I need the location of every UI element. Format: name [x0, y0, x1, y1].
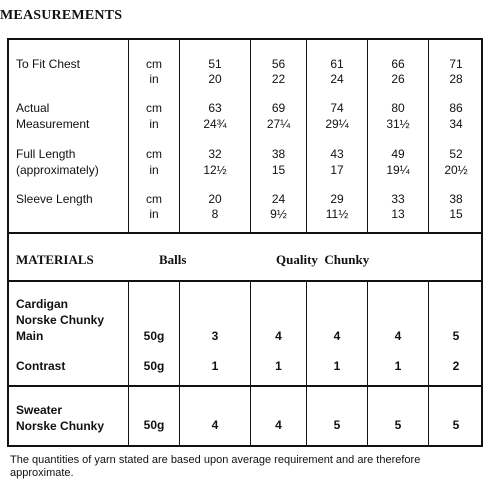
value: 69 [271, 101, 286, 115]
value: 74 [330, 101, 344, 115]
ball-count: 4 [211, 418, 219, 432]
value: 51 [208, 57, 222, 71]
ball-count: 2 [452, 359, 460, 373]
ball-count: 4 [275, 329, 282, 343]
value: 43 [330, 147, 344, 161]
value: 38 [449, 192, 463, 206]
ball-count: 4 [394, 329, 402, 343]
value: 26 [391, 72, 405, 86]
section-divider [9, 232, 481, 234]
value: 32 [208, 147, 222, 161]
value: 29¼ [325, 117, 349, 131]
ball-count: 1 [211, 359, 219, 373]
value: 80 [391, 101, 405, 115]
value: 20½ [444, 163, 468, 177]
cardigan-label: Cardigan Norske Chunky Main [16, 297, 105, 343]
sweater-divider [9, 385, 481, 387]
value: 52 [449, 147, 463, 161]
unit-cm: cm [146, 57, 162, 71]
balls-heading: Balls [159, 252, 187, 267]
ball-count: 5 [333, 418, 341, 432]
ball-count: 4 [333, 329, 341, 343]
value: 17 [330, 163, 344, 177]
value: 86 [449, 101, 463, 115]
value: 31½ [386, 117, 410, 131]
value: 34 [449, 117, 463, 131]
ball-count: 1 [333, 359, 341, 373]
value: 11½ [325, 207, 349, 221]
value: 49 [391, 147, 405, 161]
unit-cm: cm [146, 101, 162, 115]
materials-heading: MATERIALS [16, 252, 94, 267]
row-label-actual: Actual Measurement [16, 101, 90, 131]
unit-in: in [149, 72, 159, 86]
value: 12½ [203, 163, 227, 177]
value: 29 [330, 192, 344, 206]
quality-heading: Quality Chunky [276, 252, 370, 267]
unit-cm: cm [146, 192, 162, 206]
value: 38 [271, 147, 286, 161]
row-label-sleeve: Sleeve Length [16, 192, 93, 206]
value: 20 [208, 72, 222, 86]
value: 15 [449, 207, 463, 221]
ball-count: 3 [211, 329, 219, 343]
unit-in: in [149, 207, 159, 221]
sweater-label: Sweater Norske Chunky [16, 403, 105, 433]
page-title: MEASUREMENTS [0, 8, 123, 23]
value: 71 [449, 57, 463, 71]
value: 28 [449, 72, 463, 86]
unit-in: in [149, 117, 159, 131]
contrast-label: Contrast [16, 359, 66, 373]
footnote: The quantities of yarn stated are based upon average requirement and are therefore approximate. [10, 454, 421, 479]
value: 66 [391, 57, 405, 71]
value: 9½ [270, 207, 287, 221]
ball-count: 4 [275, 418, 282, 432]
unit-cm: cm [146, 147, 162, 161]
sweater-weight: 50g [143, 418, 165, 432]
value: 20 [208, 192, 222, 206]
value: 63 [208, 101, 222, 115]
value: 61 [330, 57, 344, 71]
value: 24¾ [203, 117, 227, 131]
contrast-weight: 50g [143, 359, 165, 373]
value: 15 [271, 163, 286, 177]
value: 8 [211, 207, 219, 221]
ball-count: 5 [452, 329, 460, 343]
ball-count: 5 [394, 418, 402, 432]
ball-count: 1 [394, 359, 402, 373]
ball-count: 5 [452, 418, 460, 432]
ball-count: 1 [275, 359, 282, 373]
value: 22 [271, 72, 286, 86]
unit-in: in [149, 163, 159, 177]
value: 13 [391, 207, 405, 221]
value: 19¼ [386, 163, 410, 177]
materials-header-divider [9, 280, 481, 282]
value: 33 [391, 192, 405, 206]
measurements-table [7, 38, 483, 447]
value: 24 [330, 72, 344, 86]
row-label-length: Full Length (approximately) [16, 147, 99, 177]
cardigan-weight: 50g [143, 329, 165, 343]
value: 27¼ [266, 117, 291, 131]
row-label-chest: To Fit Chest [16, 57, 81, 71]
value: 56 [271, 57, 286, 71]
value: 24 [271, 192, 286, 206]
